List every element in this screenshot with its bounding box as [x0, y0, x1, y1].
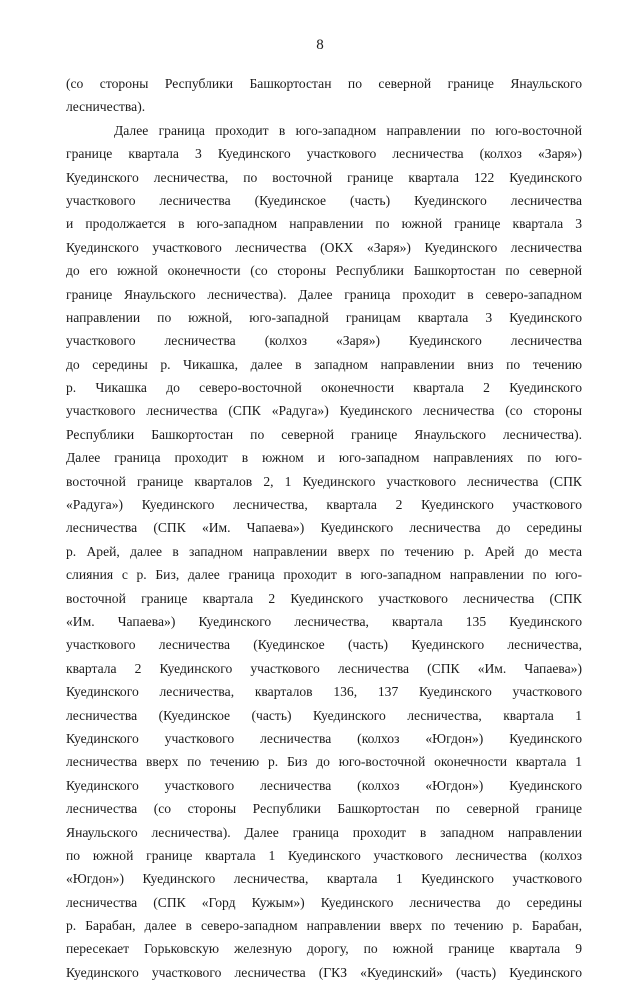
text-line: границе квартала 3 Куединского участкового лесничества (колхоз «Заря»)	[66, 146, 582, 162]
text-line: Далее граница проходит в южном и юго-западном направлениях по юго-	[66, 450, 582, 466]
text-line: Янаульского лесничества). Далее граница проходит в западном направлении	[66, 824, 582, 840]
text-line: р. Арей, далее в западном направлении вверх по течению р. Арей до места	[66, 543, 582, 559]
text-line: участкового лесничества (СПК «Радуга») Куединского лесничества (со стороны	[66, 403, 582, 419]
text-line: слияния с р. Биз, далее граница проходит в юго-западном направлении по юго-	[66, 567, 582, 583]
text-line: участкового лесничества (колхоз «Заря») Куединского лесничества	[66, 333, 582, 349]
text-line: лесничества).	[66, 99, 146, 115]
text-line: Куединского участкового лесничества (ОКХ «Заря») Куединского лесничества	[66, 239, 582, 255]
text-line: направлении по южной, юго-западной границам квартала 3 Куединского	[66, 309, 582, 325]
text-line: Куединского участкового лесничества (ГКЗ «Куединский» (часть) Куединского	[66, 964, 582, 980]
text-line: Куединского лесничества, кварталов 136, 137 Куединского участкового	[66, 684, 582, 700]
text-line: Куединского участкового лесничества (колхоз «Югдон») Куединского	[66, 730, 582, 746]
text-line: до его южной оконечности (со стороны Республики Башкортостан по северной	[66, 263, 582, 279]
text-line: лесничества (СПК «Им. Чапаева») Куединского лесничества до середины	[66, 520, 582, 536]
body-text	[66, 72, 582, 984]
text-line: Далее граница проходит в юго-западном направлении по юго-восточной	[114, 122, 582, 138]
text-line: до середины р. Чикашка, далее в западном направлении вниз по течению	[66, 356, 582, 372]
text-line: восточной границе кварталов 2, 1 Куединского участкового лесничества (СПК	[66, 473, 582, 489]
text-line: «Радуга») Куединского лесничества, квартала 2 Куединского участкового	[66, 497, 582, 513]
text-line: лесничества (со стороны Республики Башкортостан по северной границе	[66, 801, 582, 817]
text-line: лесничества вверх по течению р. Биз до юго-восточной оконечности квартала 1	[66, 754, 582, 770]
text-line: Республики Башкортостан по северной границе Янаульского лесничества).	[66, 426, 582, 442]
text-line: «Им. Чапаева») Куединского лесничества, квартала 135 Куединского	[66, 613, 582, 629]
page-number: 8	[316, 37, 324, 53]
text-line: р. Барабан, далее в северо-западном направлении вверх по течению р. Барабан,	[66, 918, 582, 934]
text-line: и продолжается в юго-западном направлении по южной границе квартала 3	[66, 216, 582, 232]
text-line: по южной границе квартала 1 Куединского участкового лесничества (колхоз	[66, 847, 582, 863]
text-line: лесничества (Куединское (часть) Куединского лесничества, квартала 1	[66, 707, 582, 723]
text-line: р. Чикашка до северо-восточной оконечности квартала 2 Куединского	[66, 380, 582, 396]
text-line: лесничества (СПК «Горд Кужым») Куединского лесничества до середины	[66, 894, 582, 910]
text-line: Куединского лесничества, по восточной границе квартала 122 Куединского	[66, 169, 582, 185]
text-line: участкового лесничества (Куединское (часть) Куединского лесничества,	[66, 637, 582, 653]
text-line: квартала 2 Куединского участкового лесничества (СПК «Им. Чапаева»)	[66, 660, 582, 676]
text-line: восточной границе квартала 2 Куединского участкового лесничества (СПК	[66, 590, 582, 606]
text-line: (со стороны Республики Башкортостан по северной границе Янаульского	[66, 76, 582, 91]
text-line: Куединского участкового лесничества (колхоз «Югдон») Куединского	[66, 777, 582, 793]
text-line: пересекает Горьковскую железную дорогу, по южной границе квартала 9	[66, 941, 582, 957]
text-line: границе Янаульского лесничества). Далее граница проходит в северо-западном	[66, 286, 582, 302]
text-line: «Югдон») Куединского лесничества, квартала 1 Куединского участкового	[66, 871, 582, 887]
text-line: участкового лесничества (Куединское (часть) Куединского лесничества	[66, 192, 582, 208]
